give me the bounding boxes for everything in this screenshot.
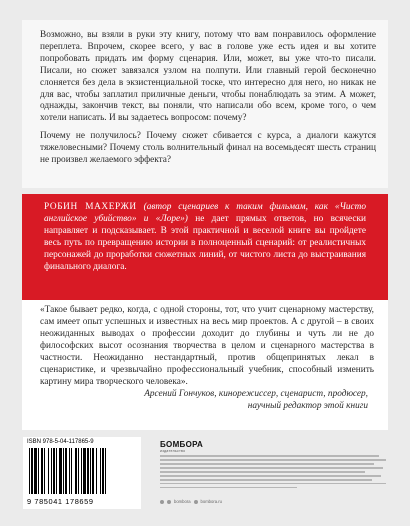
attribution-line-1: Арсений Гончуков, кинорежиссер, сценарист, продюсер, xyxy=(144,389,368,399)
author-name: РОБИН МАХЕРЖИ xyxy=(44,202,137,212)
isbn-label: ISBN 978-5-04-117865-9 xyxy=(27,439,94,445)
intro-paragraph-2: Почему не получилось? Почему сюжет сбивается с курса, а диалоги кажутся тяжеловесными? Почему столь волнительный финал на восемьдесят шесть страниц не произвел желаемого эффекта? xyxy=(40,131,376,166)
attribution-line-2: научный редактор этой книги xyxy=(247,401,368,411)
film-title-1: «Чисто английское убийство» xyxy=(44,202,367,224)
web-icon xyxy=(194,500,198,504)
barcode-icon xyxy=(29,448,135,494)
quote-attribution xyxy=(68,388,368,412)
telegram-icon xyxy=(167,500,171,504)
author-description xyxy=(44,201,366,273)
author-band xyxy=(22,194,388,300)
social-site: bombora.ru xyxy=(200,499,222,504)
barcode-box xyxy=(23,437,141,509)
author-credits: (автор сценариев к таким фильмам, как «Чисто английское убийство» и «Лоре») xyxy=(44,202,367,224)
intro-text xyxy=(40,30,376,173)
film-title-2: «Лоре» xyxy=(155,214,185,224)
publisher-tagline: издательство xyxy=(160,449,186,453)
publisher-social xyxy=(160,499,222,504)
publisher-info-block xyxy=(160,455,388,491)
intro-box xyxy=(22,20,388,188)
vk-icon xyxy=(160,500,164,504)
intro-paragraph-1: Возможно, вы взяли в руки эту книгу, потому что вам понравилось оформление переплета. Впрочем, скорее всего, у вас в голове уже есть идея и вы хотите попробовать придать им форму сценария. Или, может, вы уже что-то писали. Писали, но сюжет завязался узлом на полпути. Или главный герой бесконечно слоняется без дела в экзистенциальной тоске, что интересно для него, но никак не для вас, чтобы заплатил приличные деньги, чтобы понаблюдать за этим. А может, однажды, закончив текст, вы поняли, что написали обо всем, кроме того, о чем хотели написать. И вы задаетесь вопросом: почему? xyxy=(40,30,376,124)
quote-text: «Такое бывает редко, когда, с одной стороны, тот, что учит сценарному мастерству, сам имеет опыт успешных и известных на весь мир проектов. А с другой – в своих неожиданных выводах о профессии доходит до глубины и чуть ли не до философских высот осознания творчества в целом и сценарного мастерства в частности. Неожиданно нестандартный, против общепринятых лекал в сценаристике, и чрезвычайно профессиональный учебник, способный изменить картину мира творческого человека». xyxy=(40,305,374,387)
publisher-logo: БОМБОРА xyxy=(160,440,204,449)
author-band-body: не дает прямых ответов, но всячески направляет и подсказывает. В этой практичной и веселой книге вы пройдете весь путь по превращению истории в полноценный сценарий: от реалистичных персонажей до проработки сюжетных линий, от чистого листа до выстраивания финального диалога. xyxy=(44,214,366,272)
social-handle: bombora xyxy=(174,499,191,504)
ean-digits: 9 785041 178659 xyxy=(27,497,94,506)
